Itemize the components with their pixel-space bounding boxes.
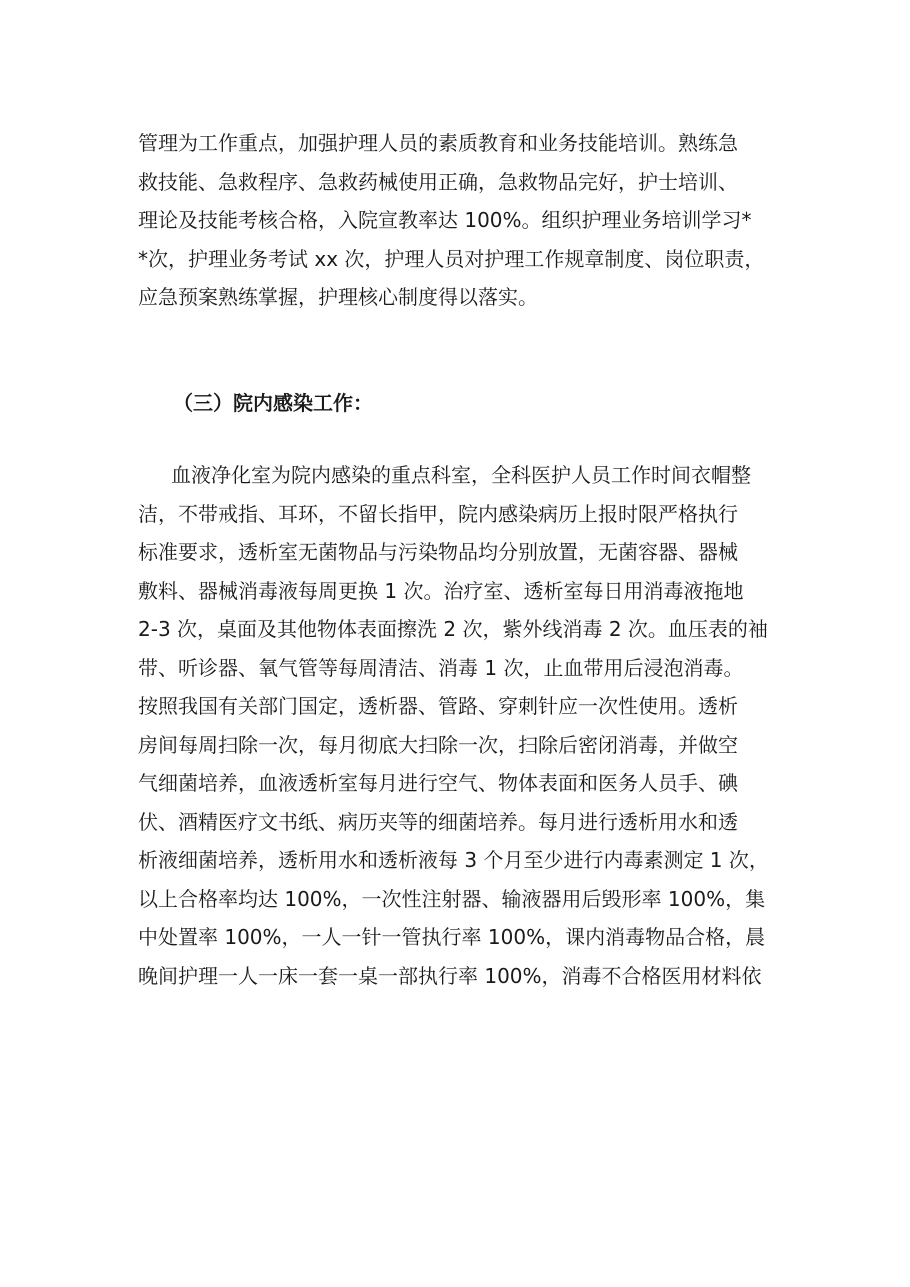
paragraph-line: 晚间护理一人一床一套一桌一部执行率 100%，消毒不合格医用材料依 <box>138 963 762 988</box>
paragraph-line: 洁，不带戒指、耳环，不留长指甲，院内感染病历上报时限严格执行 <box>138 501 738 526</box>
paragraph-line: 析液细菌培养，透析用水和透析液每 3 个月至少进行内毒素测定 1 次， <box>138 848 769 872</box>
paragraph-line: 中处置率 100%，一人一针一管执行率 100%，课内消毒物品合格，晨 <box>138 925 766 949</box>
paragraph-line: 敷料、器械消毒液每周更换 1 次。治疗室、透析室每日用消毒液拖地 <box>138 578 744 603</box>
paragraph-line: 标准要求，透析室无菌物品与污染物品均分别放置，无菌容器、器械 <box>138 540 738 564</box>
paragraph-line: 救技能、急救程序、急救药械使用正确，急救物品完好，护士培训、 <box>138 169 738 194</box>
paragraph-line: *次，护理业务考试 xx 次，护理人员对护理工作规章制度、岗位职责， <box>138 246 765 271</box>
paragraph-line: 气细菌培养，血液透析室每月进行空气、物体表面和医务人员手、碘 <box>138 771 738 795</box>
paragraph-line: 理论及技能考核合格，入院宣教率达 100%。组织护理业务培训学习* <box>138 208 752 232</box>
paragraph-line: 按照我国有关部门国定，透析器、管路、穿刺针应一次性使用。透析 <box>138 694 738 718</box>
section-heading: （三）院内感染工作： <box>173 391 373 415</box>
paragraph-line: 伏、酒精医疗文书纸、病历夹等的细菌培养。每月进行透析用水和透 <box>138 809 738 834</box>
paragraph-line: 血液净化室为院内感染的重点科室，全科医护人员工作时间衣帽整 <box>171 463 751 487</box>
paragraph-line: 带、听诊器、氧气管等每周清洁、消毒 1 次，止血带用后浸泡消毒。 <box>138 655 744 680</box>
paragraph-1 <box>138 124 798 317</box>
paragraph-2 <box>138 456 798 995</box>
paragraph-line: 以上合格率均达 100%，一次性注射器、输液器用后毁形率 100%，集 <box>138 886 766 911</box>
paragraph-line: 应急预案熟练掌握，护理核心制度得以落实。 <box>138 285 538 309</box>
paragraph-line: 2-3 次，桌面及其他物体表面擦洗 2 次，紫外线消毒 2 次。血压表的袖 <box>138 617 768 641</box>
paragraph-line: 管理为工作重点，加强护理人员的素质教育和业务技能培训。熟练急 <box>138 131 738 155</box>
paragraph-line: 房间每周扫除一次，每月彻底大扫除一次，扫除后密闭消毒，并做空 <box>138 732 738 757</box>
